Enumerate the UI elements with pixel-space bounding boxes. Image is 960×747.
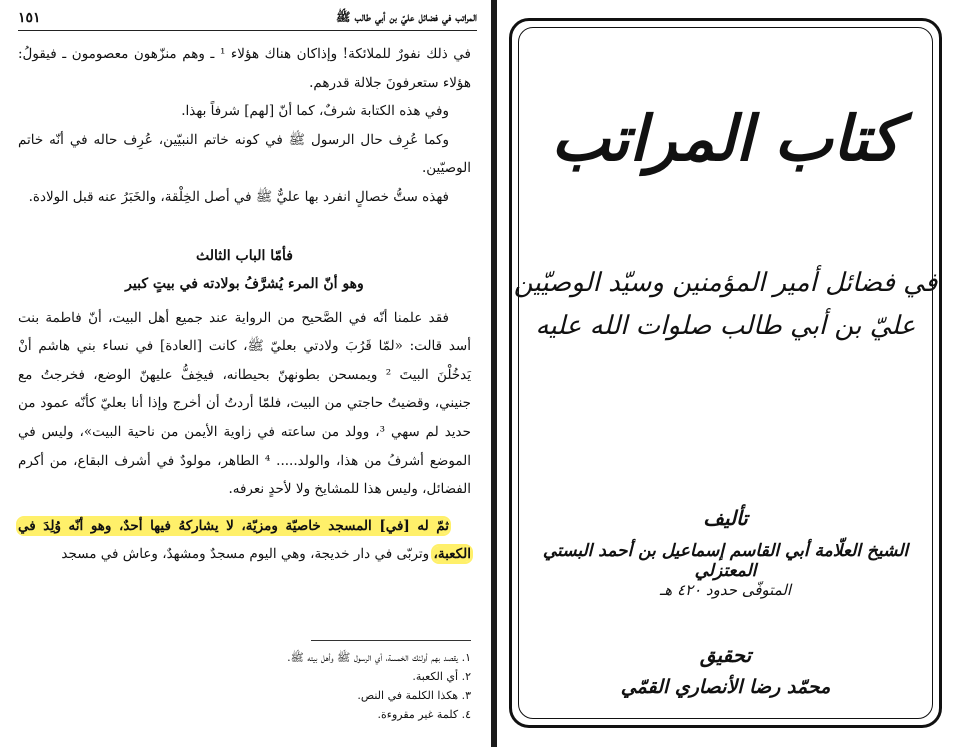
footnote: ٣. هكذا الكلمة في النص. (357, 689, 471, 702)
running-head (18, 6, 477, 31)
editor-name: محمّد رضا الأنصاري القمّي (620, 676, 831, 698)
page-number: ١٥١ (18, 10, 41, 26)
footnote-divider (311, 640, 471, 641)
paragraph: فهذه ستُّ خصالٍ انفرد بها عليٌّ ﷺ في أصل الخِلْقة، والخَبَرُ عنه قبل الولادة. (28, 188, 449, 205)
footnote: ١. يقصد بهم أولئك الخمسة، أي الرسول ﷺ وأهل بيته ﷺ. (287, 651, 471, 664)
subtitle-line-1: في فضائل أمير المؤمنين وسيّد الوصيّين (513, 268, 938, 298)
footnotes (18, 648, 471, 724)
decorative-frame (509, 18, 942, 728)
author-name: الشيخ العلّامة أبي القاسم إسماعيل بن أحمد البستي المعتزلي (542, 541, 909, 581)
author-death-date: المتوفّى حدود ٤٢٠ هـ (659, 581, 792, 599)
footnote: ٤. كلمة غير مقروءة. (377, 708, 471, 721)
author-heading: تأليف (703, 506, 748, 530)
closing-text: وتربّى في دار خديجة، وهي اليوم مسجدٌ ومشهدٌ، وعاش في مسجد (61, 546, 430, 563)
highlighted-text: ثمّ له [في] المسجد خاصيّة ومزيّة، لا يشاركهُ فيها أحدٌ، وهو أنّه وُلِدَ في الكعبة، (18, 517, 471, 563)
paragraph: وكما عُرِف حال الرسول ﷺ في كونه خاتم النبيّين، عُرِف حاله في أنّه خاتم الوصيّين. (18, 131, 471, 177)
page-body (18, 40, 471, 569)
editor-heading: تحقيق (699, 643, 752, 667)
paragraph: في ذلك نفورٌ للملائكة! وإذاكان هناك هؤلاء ¹ ـ وهم منزّهون معصومون ـ فيقولُ: هؤلاء ستعرفونَ جلالة قدرهم. (18, 46, 471, 91)
subtitle-line-2: عليّ بن أبي طالب صلوات الله عليه (535, 311, 916, 341)
chapter-subtitle: وهو أنّ المرء يُشرَّفُ بولادته في بيتٍ كبير (125, 275, 364, 292)
book-title: كتاب المراتب (551, 102, 900, 175)
running-title: المراتب في فضائل عليّ بن أبي طالب ﷺ (336, 9, 477, 24)
title-page (497, 0, 960, 747)
chapter-title: فأمّا الباب الثالث (196, 247, 293, 264)
highlighted-paragraph (18, 512, 471, 569)
footnote: ٢. أي الكعبة. (412, 670, 471, 683)
main-paragraph: فقد علمنا أنّه في الصَّحيح من الرواية عند جميع أهل البيت، أنّ فاطمة بنت أسد قالت: «لمّا قَرُبَ ولادتي بعليّ ﷺ، كانت [العادة] في نساء بني هاشم أنْ يَدخُلْنَ البيتَ ² ويمسحن بطونهنّ بحيطانه، فيخِفُّ عليهنّ الوضع، فخرجتُ مع جنيني، وقضيتُ حاجتي من البيت، فلمّا أردتُ أن أخرج وإذا أنا بعليّ كأنّه عمود من حديد لم سهي ³، وولد من ساعته في زاوية الأيمن من ناحية البيت»، وليس في الموضع أشرفُ من هذا، والولد..... ⁴ الطاهر، مولودٌ في أشرف البقاع، من أكرم الفضائل، وليس هذا للمشايخ ولا لأحدٍ نعرفه. (18, 309, 471, 498)
paragraph: وفي هذه الكتابة شرفٌ، كما أنّ [لهم] شرفاً بهذا. (181, 103, 449, 120)
